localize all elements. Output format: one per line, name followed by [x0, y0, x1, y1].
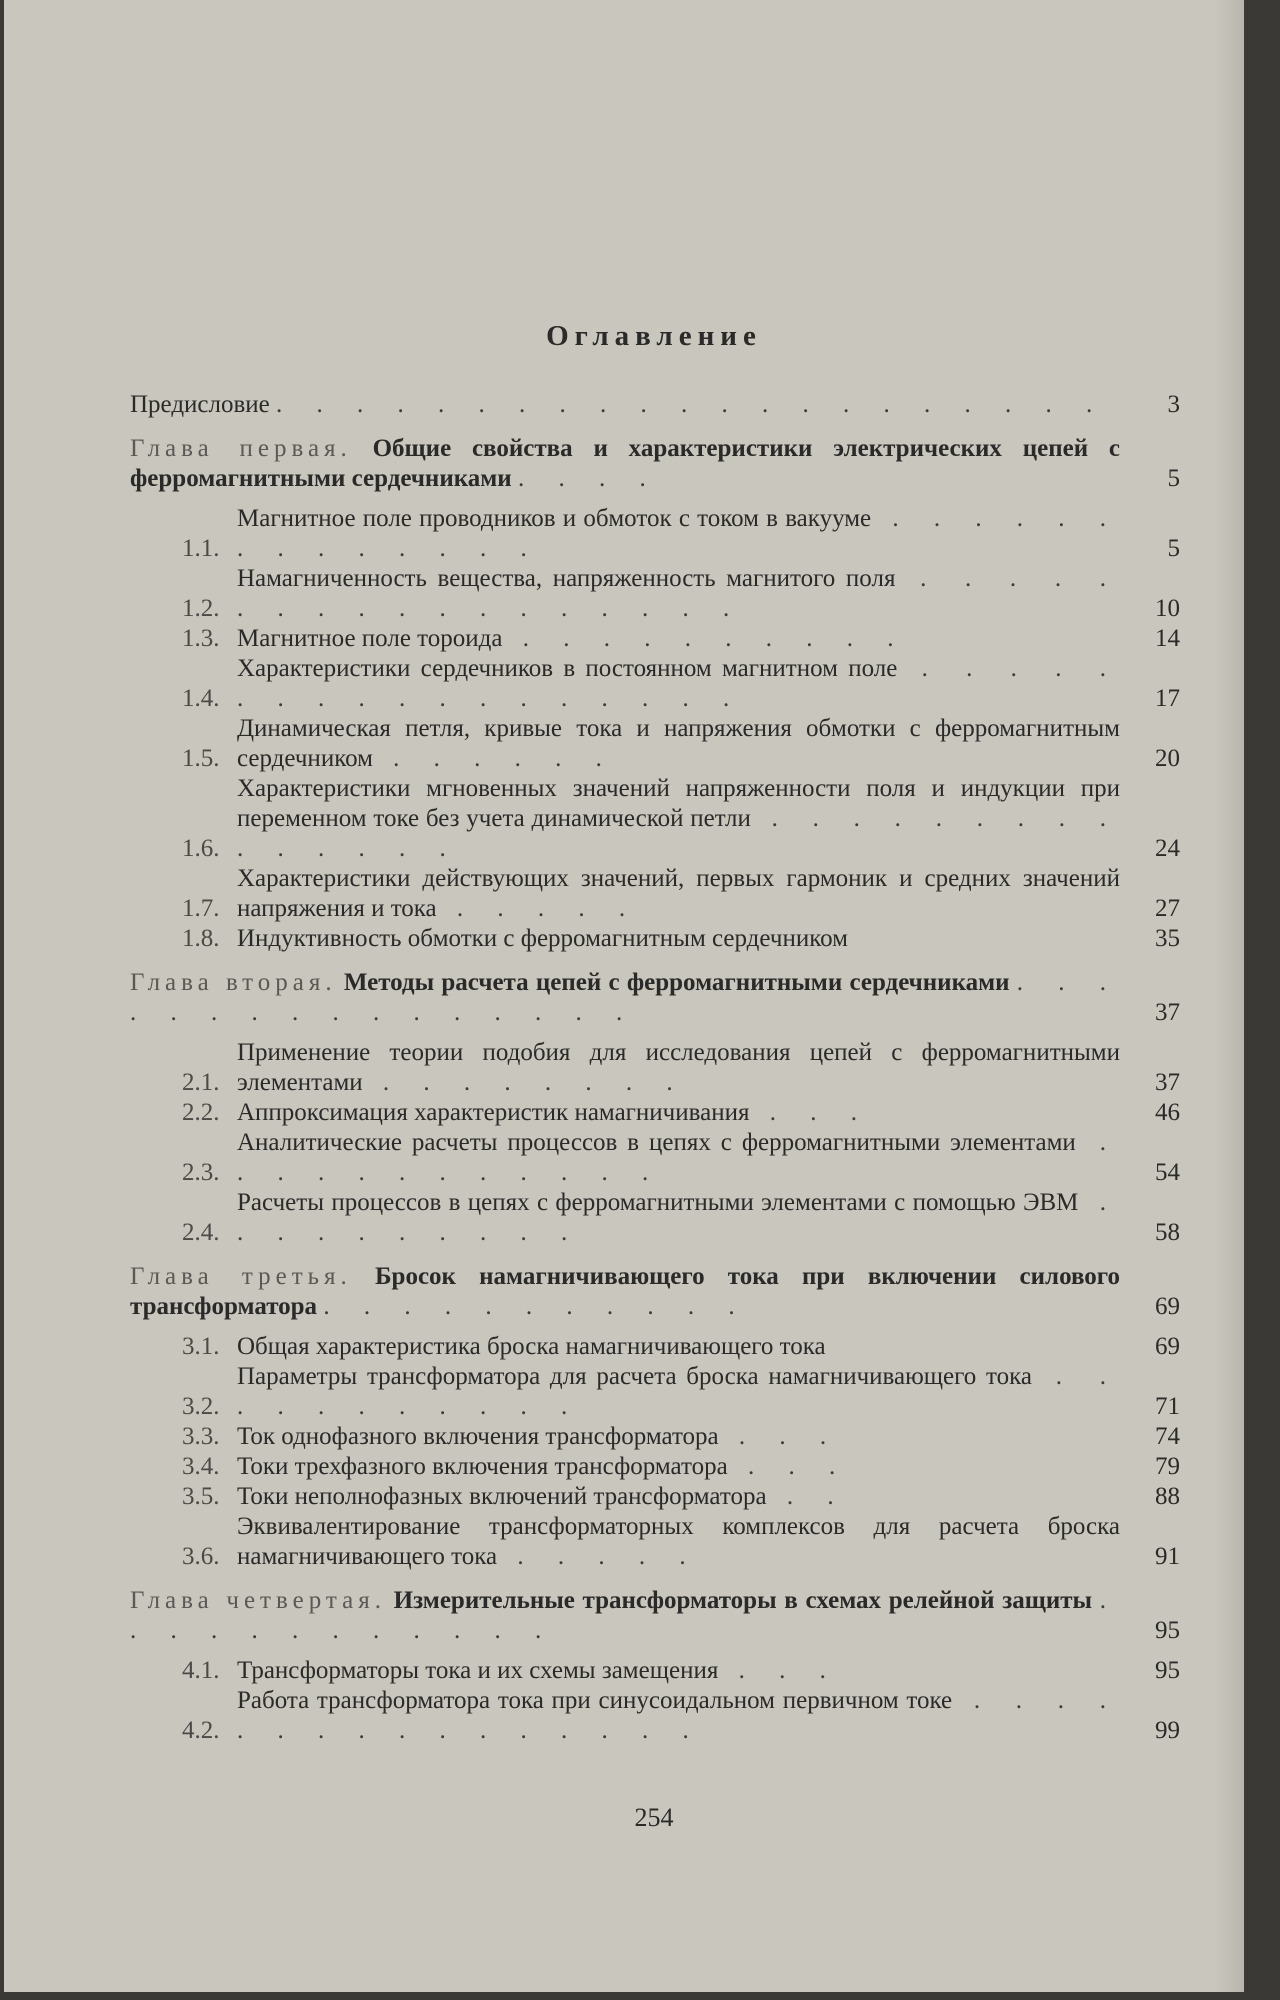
leader-dots: . . . .: [517, 465, 660, 492]
leader-dots: . . . . . . . . . . . . . . .: [237, 805, 1120, 862]
toc-item: [130, 1332, 1180, 1362]
item-text: Эквивалентирование трансформаторных комплексов для расчета броска намагничивающего тока: [237, 1513, 1120, 1570]
item-page-number: 37: [1155, 1069, 1180, 1096]
book-page: [4, 0, 1244, 1992]
item-number: 3.5.: [182, 1483, 220, 1510]
toc-entry-preface: [130, 390, 1180, 420]
item-page-number: 74: [1155, 1423, 1180, 1450]
chapter-title: Бросок намагничивающего тока при включении силового трансформатора: [130, 1263, 1121, 1320]
chapter-title: Общие свойства и характеристики электрических цепей с ферромагнитными сердечниками: [130, 435, 1120, 492]
toc-item: [130, 564, 1180, 624]
leader-dots: . . . . . . . . . . . . . . . . . .: [237, 565, 1120, 622]
toc-chapter-1: [130, 434, 1180, 494]
item-page-number: 79: [1155, 1453, 1180, 1480]
item-text: Работа трансформатора тока при синусоидальном первичном токе: [237, 1687, 953, 1714]
toc-title: Оглавление: [546, 320, 762, 352]
leader-dots: . . . . . . . . . . .: [237, 1363, 1121, 1420]
item-text: Характеристики действующих значений, первых гармоник и средних значений напряжения и тока: [237, 865, 1120, 922]
item-number: 2.4.: [182, 1219, 220, 1246]
leader-dots: . . . . . . . . . . . .: [237, 1129, 1120, 1186]
item-number: 4.2.: [182, 1717, 220, 1744]
item-page-number: 5: [1167, 535, 1180, 562]
leader-dots: . . . . . . . . . .: [502, 625, 908, 652]
toc-item: [130, 924, 1180, 954]
toc-item: [130, 654, 1180, 714]
toc-item: [130, 1452, 1180, 1482]
toc-item: [130, 864, 1180, 924]
item-page-number: 17: [1155, 685, 1180, 712]
item-number: 1.7.: [182, 895, 220, 922]
item-page-number: 46: [1155, 1099, 1180, 1126]
leader-dots: . . . . . . . .: [362, 1069, 687, 1096]
chapter-title: Методы расчета цепей с ферромагнитными сердечниками: [343, 969, 1010, 996]
leader-dots: . . .: [718, 1657, 840, 1684]
toc-item: [130, 1482, 1180, 1512]
item-number: 2.1.: [182, 1069, 220, 1096]
toc-item: [130, 1038, 1180, 1098]
leader-dots: . . . . . . . . . . . . . . . .: [130, 969, 1121, 1026]
leader-dots: . . .: [718, 1423, 841, 1450]
item-page-number: 99: [1155, 1717, 1180, 1744]
item-number: 1.6.: [182, 835, 220, 862]
item-page-number: 35: [1155, 925, 1180, 952]
item-number: 4.1.: [182, 1657, 220, 1684]
leader-dots: . . . . . . . . . . . . . . . . . .: [237, 655, 1120, 712]
item-text: Параметры трансформатора для расчета броска намагничивающего тока: [237, 1363, 1032, 1390]
item-number: 1.3.: [182, 625, 220, 652]
item-page-number: 14: [1155, 625, 1180, 652]
item-text: Ток однофазного включения трансформатора: [237, 1423, 719, 1450]
item-number: 3.1.: [182, 1333, 220, 1360]
item-text: Трансформаторы тока и их схемы замещения: [237, 1657, 719, 1684]
item-number: 1.1.: [182, 535, 220, 562]
item-page-number: 71: [1155, 1393, 1180, 1420]
chapter-lead: Глава вторая.: [130, 969, 337, 996]
toc-item: [130, 1686, 1180, 1746]
chapter-title: Измерительные трансформаторы в схемах релейной защиты: [393, 1587, 1093, 1614]
toc-chapter-4: [130, 1586, 1180, 1646]
chapter-page-number: 5: [1167, 465, 1180, 492]
item-text: Магнитное поле проводников и обмоток с током в вакууме: [237, 505, 872, 532]
item-page-number: 27: [1155, 895, 1180, 922]
toc-item: [130, 714, 1180, 774]
leader-dots: . . . . . . . . . . . . . .: [237, 505, 1120, 562]
page-edge-shadow: [1216, 0, 1244, 1992]
leader-dots: . . . . . . . . . . .: [323, 1293, 749, 1320]
item-number: 2.2.: [182, 1099, 220, 1126]
item-page-number: 20: [1155, 745, 1180, 772]
item-number: 3.6.: [182, 1543, 220, 1570]
toc-item: [130, 1422, 1180, 1452]
item-page-number: 88: [1155, 1483, 1180, 1510]
leader-dots: . . .: [749, 1099, 871, 1126]
item-number: 3.2.: [182, 1393, 220, 1420]
item-number: 1.2.: [182, 595, 220, 622]
toc-chapter-3: [130, 1262, 1180, 1322]
leader-dots: . . . . . . . . . . . . . . . . . . . . .: [276, 391, 1107, 418]
item-text: Токи трехфазного включения трансформатора: [237, 1453, 728, 1480]
leader-dots: . .: [766, 1483, 848, 1510]
item-text: Индуктивность обмотки с ферромагнитным сердечником: [237, 925, 848, 952]
leader-dots: . . . . . . . . . . . . . . . .: [237, 1687, 1120, 1744]
toc-item: [130, 1656, 1180, 1686]
item-text: Общая характеристика броска намагничивающего тока: [237, 1333, 826, 1360]
leader-dots: . . . . . . . . . . . .: [130, 1587, 1120, 1644]
preface-page-number: 3: [1167, 391, 1180, 418]
toc-item: [130, 1128, 1180, 1188]
item-text: Токи неполнофазных включений трансформатора: [237, 1483, 767, 1510]
item-text: Характеристики мгновенных значений напряженности поля и индукции при переменном токе без учета динамической петли: [237, 775, 1120, 832]
toc-chapter-2: [130, 968, 1180, 1028]
item-page-number: 24: [1155, 835, 1180, 862]
item-page-number: 54: [1155, 1159, 1180, 1186]
chapter-lead: Глава четвертая.: [130, 1587, 386, 1614]
item-text: Намагниченность вещества, напряженность магнитого поля: [237, 565, 896, 592]
item-number: 1.5.: [182, 745, 220, 772]
toc-item: [130, 1188, 1180, 1248]
item-page-number: 95: [1155, 1657, 1180, 1684]
leader-dots: . . . . .: [497, 1543, 700, 1570]
leader-dots: . . . . . . . . . .: [237, 1189, 1120, 1246]
chapter-lead: Глава первая.: [130, 435, 352, 462]
item-page-number: 58: [1155, 1219, 1180, 1246]
item-page-number: 10: [1155, 595, 1180, 622]
toc-item: [130, 1098, 1180, 1128]
item-text: Магнитное поле тороида: [237, 625, 503, 652]
chapter-page-number: 95: [1155, 1617, 1180, 1644]
item-page-number: 69: [1155, 1333, 1180, 1360]
item-text: Аппроксимация характеристик намагничивания: [237, 1099, 750, 1126]
preface-label: Предисловие: [130, 391, 270, 418]
item-text: Применение теории подобия для исследования цепей с ферромагнитными элементами: [237, 1039, 1120, 1096]
toc-item: [130, 624, 1180, 654]
table-of-contents: [130, 390, 1180, 1746]
chapter-page-number: 69: [1155, 1293, 1180, 1320]
leader-dots: . . . . . .: [372, 745, 616, 772]
item-number: 3.3.: [182, 1423, 220, 1450]
item-number: 1.8.: [182, 925, 220, 952]
chapter-lead: Глава третья.: [130, 1263, 352, 1290]
leader-dots: . . .: [727, 1453, 850, 1480]
item-number: 2.3.: [182, 1159, 220, 1186]
item-text: Аналитические расчеты процессов в цепях с ферромагнитными элементами: [237, 1129, 1076, 1156]
toc-item: [130, 1512, 1180, 1572]
item-page-number: 91: [1155, 1543, 1180, 1570]
toc-item: [130, 774, 1180, 864]
toc-item: [130, 504, 1180, 564]
toc-item: [130, 1362, 1180, 1422]
item-number: 1.4.: [182, 685, 220, 712]
page-number-footer: 254: [634, 1803, 674, 1832]
item-number: 3.4.: [182, 1453, 220, 1480]
chapter-page-number: 37: [1155, 999, 1180, 1026]
item-text: Характеристики сердечников в постоянном магнитном поле: [237, 655, 898, 682]
item-text: Расчеты процессов в цепях с ферромагнитными элементами с помощью ЭВМ: [237, 1189, 1079, 1216]
leader-dots: . . . . .: [436, 895, 640, 922]
item-text: Динамическая петля, кривые тока и напряжения обмотки с ферромагнитным сердечником: [237, 715, 1120, 772]
